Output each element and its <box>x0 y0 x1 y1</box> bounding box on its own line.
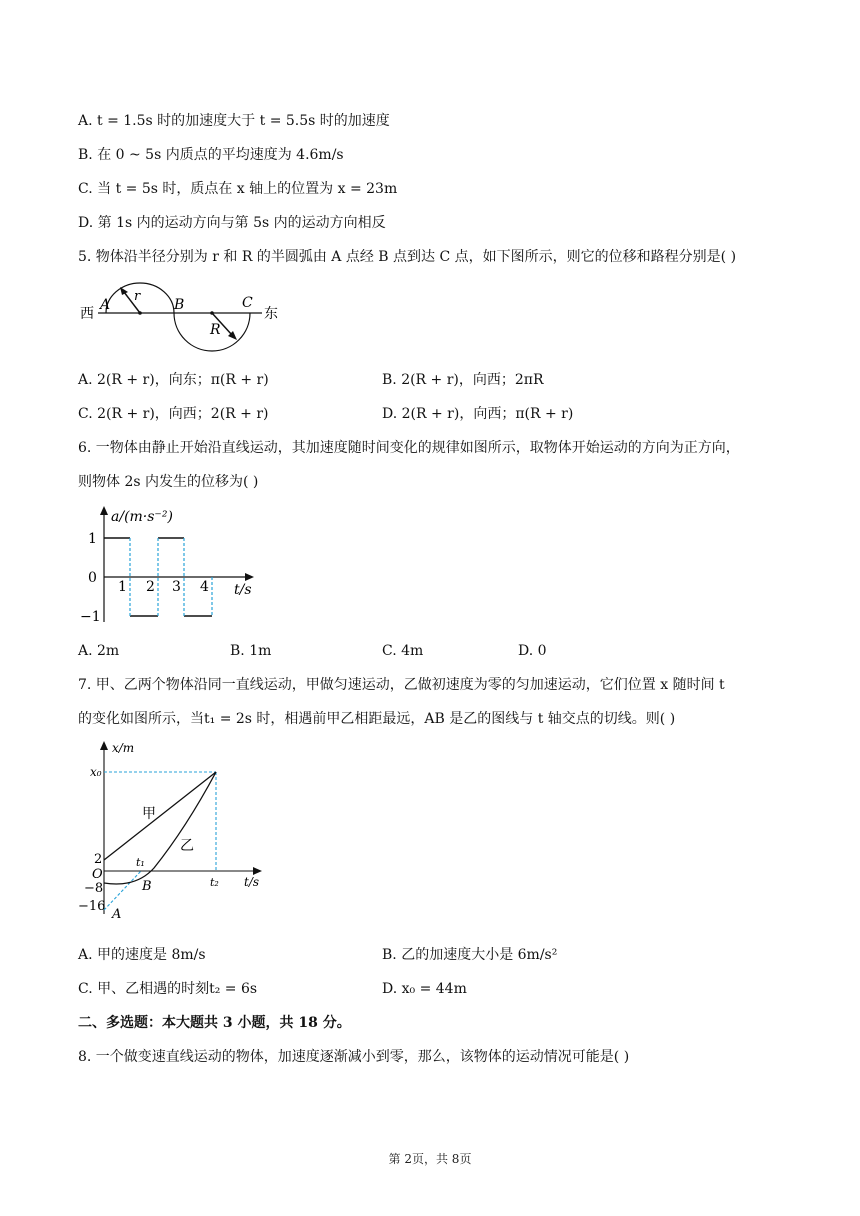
q6-option-c: C. 4m <box>382 643 424 659</box>
q5-label-B: B <box>174 297 185 313</box>
q7-ylabel: x/m <box>112 741 135 755</box>
q7-stem-line2: 的变化如图所示，当t₁ = 2s 时，相遇前甲乙相距最远，AB 是乙的图线与 t 轴交点的切线。则( ) <box>78 711 676 727</box>
q5-option-d: D. 2(R + r)，向西；π(R + r) <box>382 406 574 422</box>
q6-option-d: D. 0 <box>518 643 547 659</box>
q6-stem-line1: 6. 一物体由静止开始沿直线运动，其加速度随时间变化的规律如图所示，取物体开始运动的方向为正方向， <box>78 440 740 456</box>
q7-xlabel: t/s <box>244 875 260 889</box>
q7-label-m16: −16 <box>78 899 106 914</box>
q5-label-R: R <box>210 322 221 338</box>
q6-option-b: B. 1m <box>230 643 272 659</box>
q7-label-t1: t₁ <box>136 856 145 869</box>
q4-option-b: B. 在 0 ~ 5s 内质点的平均速度为 4.6m/s <box>78 147 344 163</box>
q5-label-r: r <box>134 289 141 304</box>
q6-stem-line2: 则物体 2s 内发生的位移为( ) <box>78 474 259 490</box>
q7-option-c: C. 甲、乙相遇的时刻t₂ = 6s <box>78 981 258 997</box>
q4-option-a: A. t = 1.5s 时的加速度大于 t = 5.5s 时的加速度 <box>78 113 390 129</box>
q5-option-c: C. 2(R + r)，向西；2(R + r) <box>78 406 269 422</box>
q7-label-yi: 乙 <box>180 838 194 854</box>
q7-option-a: A. 甲的速度是 8m/s <box>78 947 206 963</box>
q6-xlabel: t/s <box>234 582 252 598</box>
q6-option-a: A. 2m <box>78 643 120 659</box>
section-heading-multiple-choice: 二、多选题：本大题共 3 小题，共 18 分。 <box>78 1015 351 1031</box>
q6-chart <box>76 504 266 628</box>
q7-label-jia: 甲 <box>142 806 156 822</box>
q5-figure <box>76 282 286 356</box>
q7-option-b: B. 乙的加速度大小是 6m/s² <box>382 947 558 963</box>
q5-option-b: B. 2(R + r)，向西；2πR <box>382 372 544 388</box>
q7-option-d: D. x₀ = 44m <box>382 981 467 997</box>
q7-chart <box>76 738 276 920</box>
q7-label-m8: −8 <box>84 881 104 896</box>
page-footer: 第 2页，共 8页 <box>388 1152 472 1166</box>
q5-option-a: A. 2(R + r)，向东；π(R + r) <box>78 372 269 388</box>
q7-label-x0: x₀ <box>90 765 102 779</box>
q6-ytick-0: 0 <box>88 570 97 586</box>
q6-xtick-2: 2 <box>146 579 155 595</box>
q8-stem: 8. 一个做变速直线运动的物体，加速度逐渐减小到零，那么，该物体的运动情况可能是( ) <box>78 1049 630 1065</box>
q7-label-A: A <box>112 907 122 920</box>
q5-label-east: 东 <box>264 306 278 322</box>
q5-label-A: A <box>100 297 111 313</box>
q6-ytick-1: 1 <box>88 531 97 547</box>
q6-ylabel: a/(m·s⁻²) <box>111 509 173 525</box>
q7-label-B: B <box>142 879 152 894</box>
q6-xtick-4: 4 <box>200 579 209 595</box>
q7-label-2: 2 <box>94 852 103 867</box>
q7-curve-yi <box>104 772 216 884</box>
q4-option-d: D. 第 1s 内的运动方向与第 5s 内的运动方向相反 <box>78 215 386 231</box>
q7-stem-line1: 7. 甲、乙两个物体沿同一直线运动，甲做匀速运动，乙做初速度为零的匀加速运动，它们位置 x 随时间 t <box>78 677 725 693</box>
q4-option-c: C. 当 t = 5s 时，质点在 x 轴上的位置为 x = 23m <box>78 181 398 197</box>
q5-label-west: 西 <box>80 306 94 322</box>
q7-label-O: O <box>92 867 103 882</box>
q5-label-C: C <box>242 295 253 311</box>
q6-xtick-1: 1 <box>118 579 127 595</box>
q7-line-jia <box>104 772 216 860</box>
q7-label-t2: t₂ <box>210 876 219 889</box>
q6-xtick-3: 3 <box>172 579 181 595</box>
q6-ytick-m1: −1 <box>80 609 101 625</box>
q5-stem: 5. 物体沿半径分别为 r 和 R 的半圆弧由 A 点经 B 点到达 C 点，如下图所示，则它的位移和路程分别是( ) <box>78 249 737 265</box>
